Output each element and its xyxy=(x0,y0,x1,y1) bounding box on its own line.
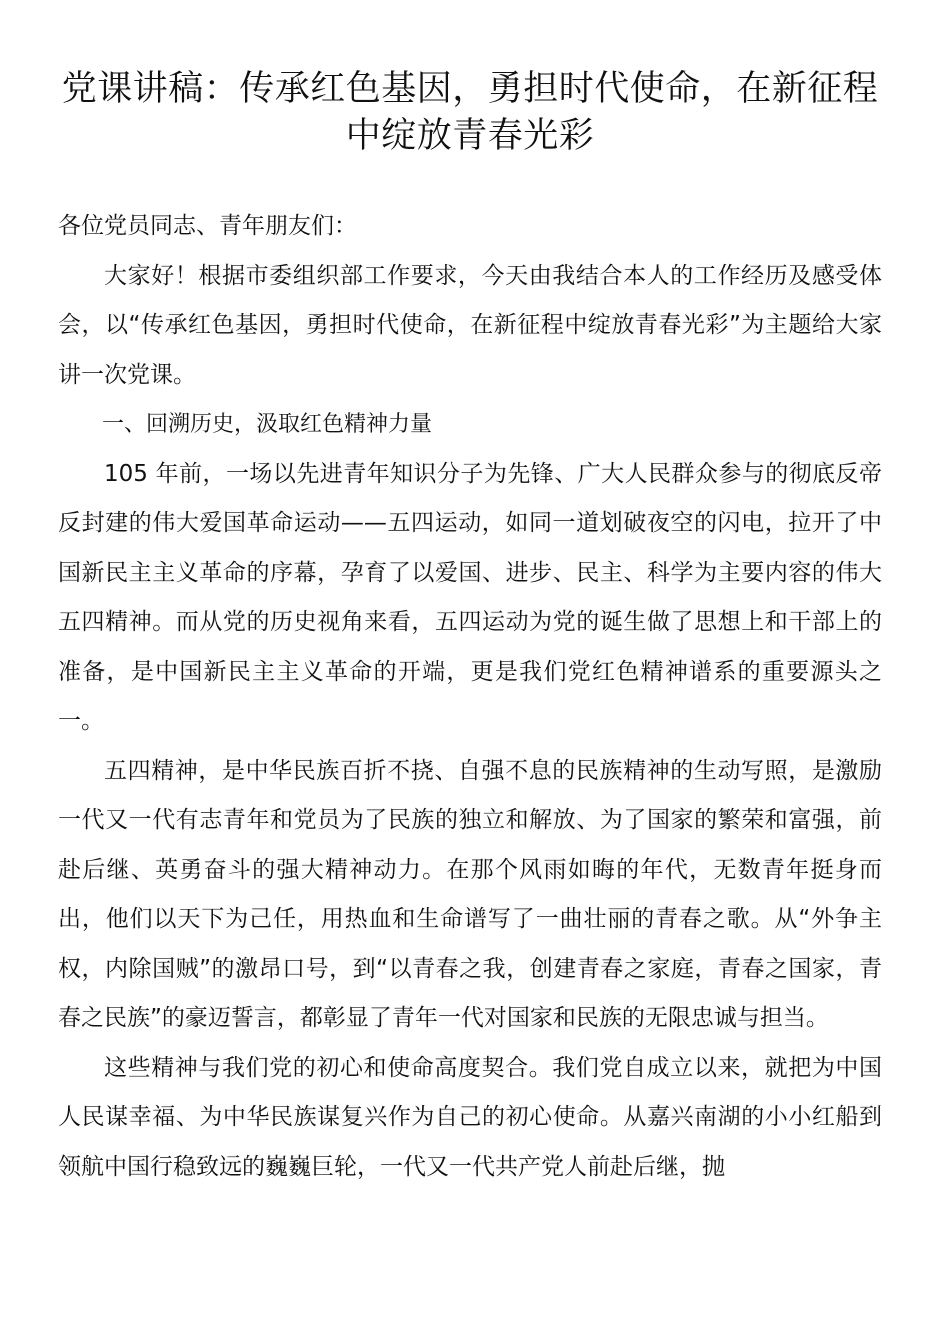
intro-paragraph: 大家好！根据市委组织部工作要求，今天由我结合本人的工作经历及感受体会，以“传承红色基因，勇担时代使命，在新征程中绽放青春光彩”为主题给大家讲一次党课。 xyxy=(58,262,882,388)
title-line-1: 党课讲稿：传承红色基因，勇担时代使命，在新征程 xyxy=(61,69,879,109)
body-paragraph: 这些精神与我们党的初心和使命高度契合。我们党自成立以来，就把为中国人民谋幸福、为中华民族谋复兴作为自己的初心使命。从嘉兴南湖的小小红船到领航中国行稳致远的巍巍巨轮，一代又一代共产党人前赴后继，抛 xyxy=(58,1054,882,1180)
document-title xyxy=(58,66,882,160)
body-paragraph: 五四精神，是中华民族百折不挠、自强不息的民族精神的生动写照，是激励一代又一代有志青年和党员为了民族的独立和解放、为了国家的繁荣和富强，前赴后继、英勇奋斗的强大精神动力。在那个风雨如晦的年代，无数青年挺身而出，他们以天下为己任，用热血和生命谱写了一曲壮丽的青春之歌。从“外争主权，内除国贼”的激昂口号，到“以青春之我，创建青春之家庭，青春之国家，青春之民族”的豪迈誓言，都彰显了青年一代对国家和民族的无限忠诚与担当。 xyxy=(58,757,882,1031)
document-body xyxy=(58,202,882,1192)
salutation: 各位党员同志、青年朋友们： xyxy=(58,213,357,239)
title-line-2: 中绽放青春光彩 xyxy=(345,116,595,156)
document-page xyxy=(58,66,882,1192)
body-paragraph: 105 年前，一场以先进青年知识分子为先锋、广大人民群众参与的彻底反帝反封建的伟大爱国革命运动——五四运动，如同一道划破夜空的闪电，拉开了中国新民主主义革命的序幕，孕育了以爱国、进步、民主、科学为主要内容的伟大五四精神。而从党的历史视角来看，五四运动为党的诞生做了思想上和干部上的准备，是中国新民主主义革命的开端，更是我们党红色精神谱系的重要源头之一。 xyxy=(58,460,882,734)
section-heading: 一、回溯历史，汲取红色精神力量 xyxy=(102,412,433,437)
